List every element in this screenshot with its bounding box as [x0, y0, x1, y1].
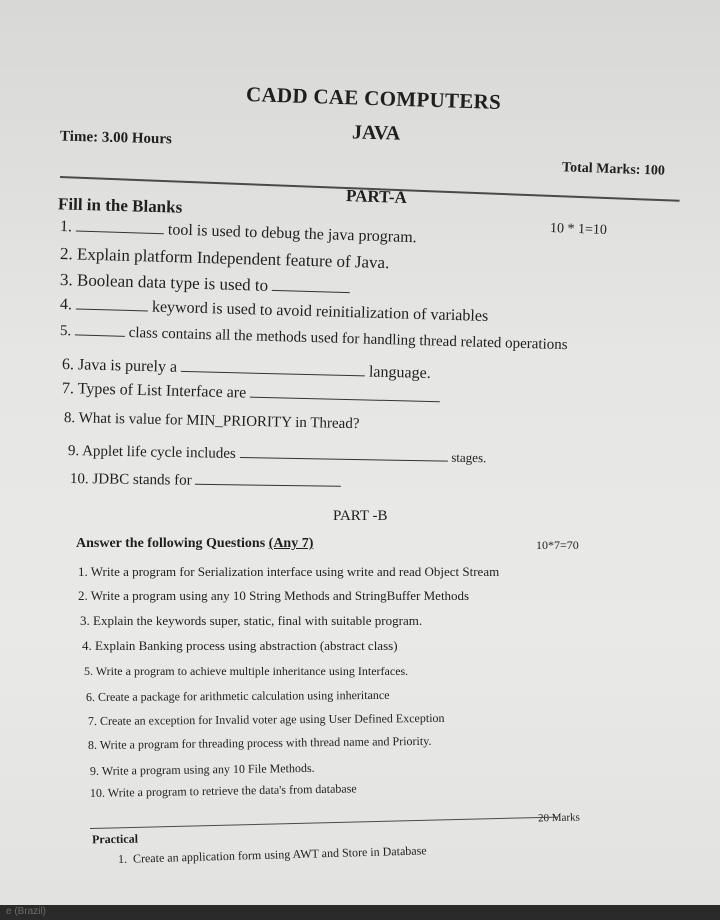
answer-blank — [75, 320, 125, 336]
part-b-question-9: 9. Write a program using any 10 File Methods. — [89, 760, 315, 778]
question-text: keyword is used to avoid reinitialization of variables — [151, 298, 489, 325]
any-seven-note: (Any 7) — [268, 536, 314, 551]
part-b-section: Answer the following Questions (Any 7) — [76, 536, 314, 551]
total-marks-label: Total Marks: 100 — [561, 160, 666, 179]
part-a-marks: 10 * 1=10 — [549, 221, 608, 238]
practical-title: Practical — [91, 831, 139, 847]
answer-blank — [272, 276, 350, 293]
answer-blank — [195, 470, 341, 487]
question-text: Types of List Interface are — [77, 380, 247, 402]
question-number: 9. — [67, 443, 80, 460]
part-a-question-10 — [70, 468, 342, 492]
part-b-title: PART -B — [333, 508, 388, 524]
screen-edge — [0, 905, 720, 920]
question-number: 2. — [59, 244, 74, 264]
watermark-text: e (Brazil) — [6, 906, 47, 917]
part-a-question-1 — [60, 216, 417, 247]
part-b-question-2: 2. Write a program using any 10 String Methods and StringBuffer Methods — [78, 588, 470, 603]
question-number: 5. — [59, 323, 72, 340]
question-number: 10. — [69, 471, 89, 488]
part-b-question-4: 4. Explain Banking process using abstraction (abstract class) — [82, 638, 398, 653]
part-a-title: PART-A — [345, 186, 408, 207]
question-tail: language. — [368, 363, 431, 383]
question-number: 7. — [61, 380, 75, 398]
part-b-question-6: 6. Create a package for arithmetic calculation using inheritance — [85, 687, 390, 704]
part-a-question-9 — [68, 440, 487, 467]
part-b-question-3: 3. Explain the keywords super, static, final with suitable program. — [80, 613, 423, 628]
part-a-question-2 — [60, 244, 390, 273]
question-text: Boolean data type is used to — [76, 270, 269, 295]
answer-blank — [181, 357, 365, 376]
part-b-question-5: 5. Write a program to achieve multiple inheritance using Interfaces. — [84, 664, 409, 678]
practical-question-1: 1. Create an application form using AWT and Store in Database — [117, 843, 427, 866]
part-a-question-7 — [62, 378, 441, 407]
practical-marks: 20 Marks — [537, 811, 581, 825]
part-b-marks: 10*7=70 — [536, 538, 579, 552]
part-b-question-10: 10. Write a program to retrieve the data's from database — [89, 781, 357, 800]
part-a-question-3 — [60, 270, 351, 298]
subject-title: JAVA — [351, 121, 401, 145]
question-tail: stages. — [451, 449, 487, 466]
question-number: 1. — [59, 218, 73, 236]
question-number: 6. — [61, 356, 75, 374]
question-text: Applet life cycle includes — [82, 443, 236, 462]
part-a-question-5 — [60, 320, 568, 354]
question-text: Explain platform Independent feature of Java. — [76, 244, 390, 273]
question-text: tool is used to debug the java program. — [167, 221, 417, 247]
part-b-question-1: 1. Write a program for Serialization interface using write and read Object Stream — [78, 564, 500, 579]
question-text: Java is purely a — [77, 356, 178, 376]
answer-blank — [76, 294, 148, 311]
question-number: 8. — [63, 410, 76, 427]
part-b-question-8: 8. Write a program for threading process with thread name and Priority. — [87, 733, 432, 752]
question-text: What is value for MIN_PRIORITY in Thread? — [78, 410, 360, 433]
part-b-question-7: 7. Create an exception for Invalid voter age using User Defined Exception — [87, 710, 445, 728]
part-a-section: Fill in the Blanks — [57, 194, 183, 217]
answer-blank — [76, 217, 164, 235]
answer-blank — [240, 443, 448, 462]
time-label: Time: 3.00 Hours — [59, 128, 173, 148]
institute-name: CADD CAE COMPUTERS — [245, 82, 502, 115]
question-number: 3. — [59, 270, 74, 290]
question-number: 4. — [59, 296, 73, 314]
question-text: class contains all the methods used for handling thread related operations — [128, 324, 568, 354]
practical-divider — [90, 817, 558, 829]
part-a-question-8 — [64, 410, 360, 433]
answer-blank — [250, 383, 440, 403]
question-text: JDBC stands for — [92, 471, 192, 489]
